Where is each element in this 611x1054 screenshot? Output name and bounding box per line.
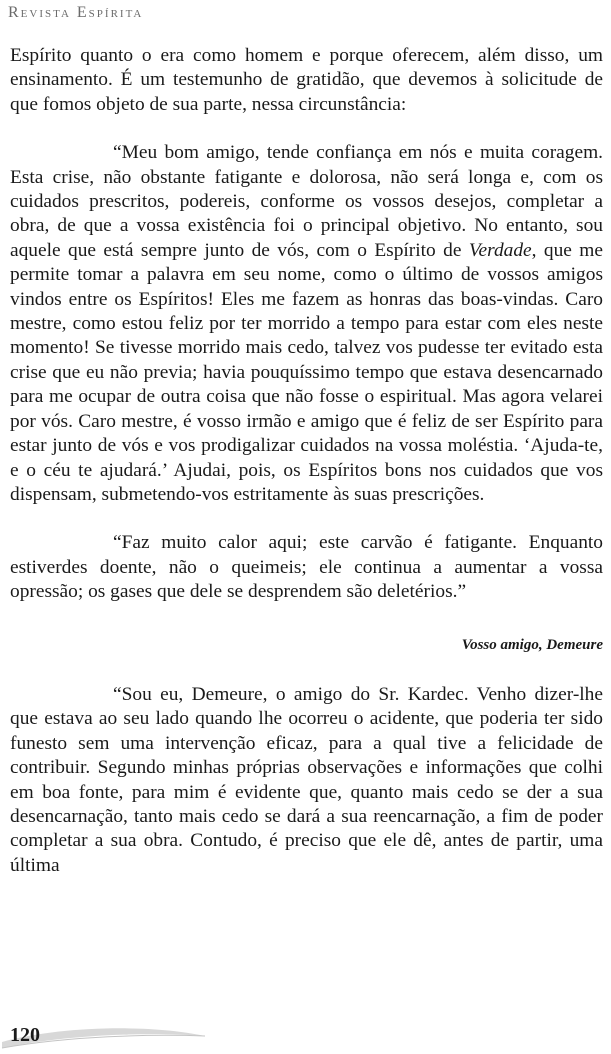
message-1-text-start: “Meu bom amigo, tende confiança em nós e muita coragem. Esta crise, não obstante fatigante e dolorosa, não será longa e, com os cuidados prescritos, podereis, conforme os vossos desejos, completar a obra, de que a vossa existência foi o principal objetivo. No entanto, sou aquele que está sempre junto de vós, com o Espírito de [10, 142, 603, 261]
paragraph-message-1 [10, 141, 603, 507]
page-number: 120 [10, 1024, 40, 1046]
paragraph-message-2: “Faz muito calor aqui; este carvão é fatigante. Enquanto estiverdes doente, não o queimeis; ele continua a aumentar a vossa opressão; os gases que dele se desprendem são deletérios.” [10, 532, 603, 603]
message-1-text-end: , que me permite tomar a palavra em seu nome, como o último de vossos amigos vindos entre os Espíritos! Eles me fazem as honras das boas-vindas. Caro mestre, como estou feliz por ter morrido a tempo para estar com eles neste momento! Se tivesse morrido mais cedo, talvez vos pudesse ter evitado esta crise que eu não previa; havia pouquíssimo tempo que estava desencarnado para me ocupar de outra coisa que não fosse o espiritual. Mas agora velarei por vós. Caro mestre, é vosso irmão e amigo que é feliz de ser Espírito para estar junto de vós e vos prodigalizar cuidados na vossa moléstia. ‘Ajuda-te, e o céu te ajudará.’ Ajudai, pois, os Espíritos bons nos cuidados que vos dispensam, submetendo-vos estritamente às suas prescrições. [10, 239, 603, 505]
signature-line: Vosso amigo, Demeure [461, 636, 603, 653]
paragraph-intro: Espírito quanto o era como homem e porque oferecem, além disso, um ensinamento. É um testemunho de gratidão, que devemos à solicitude de que fomos objeto de sua parte, nessa circunstância: [10, 45, 603, 115]
paragraph-message-3: “Sou eu, Demeure, o amigo do Sr. Kardec. Venho dizer-lhe que estava ao seu lado quando lhe ocorreu o acidente, que poderia ter sido funesto sem uma intervenção eficaz, para a qual tive a felicidade de contribuir. Segundo minhas próprias observações e informações que colhi em boa fonte, para mim é evidente que, quanto mais cedo se der a sua desencarnação, tanto mais cedo se dará a sua reencarnação, a fim de poder completar a sua obra. Contudo, é preciso que ele dê, antes de partir, uma última [10, 683, 603, 876]
running-header: Revista Espírita [8, 4, 144, 21]
page-body [10, 44, 603, 878]
italic-word-verdade: Verdade [468, 239, 532, 261]
